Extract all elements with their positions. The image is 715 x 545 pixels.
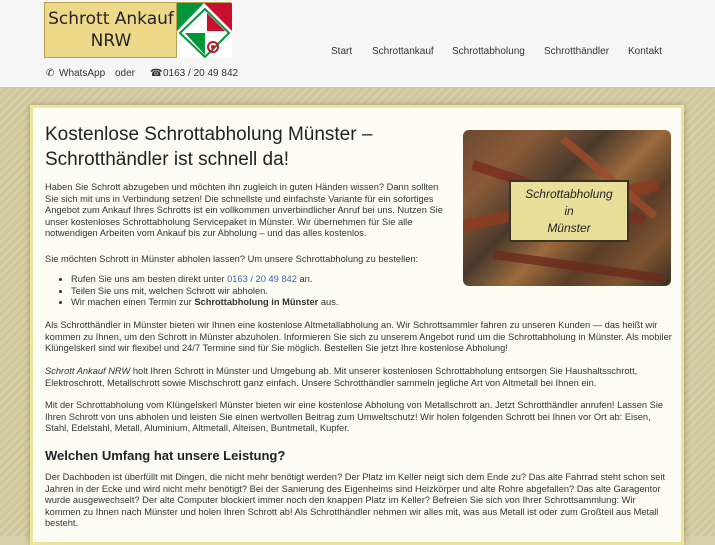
hero-image — [463, 130, 671, 286]
content-card — [30, 105, 684, 545]
nav-schrotthaendler[interactable]: Schrotthändler — [544, 46, 610, 57]
nav-start[interactable]: Start — [331, 46, 353, 57]
list-item: • Teilen Sie uns mit, welchen Schrott wir abholen. — [71, 286, 461, 298]
logo-line1: Schrott Ankauf — [48, 9, 174, 29]
logo-text — [45, 8, 177, 52]
phone-link[interactable]: 0163 / 20 49 842 — [163, 68, 239, 79]
phone-icon: ☎ — [150, 68, 163, 79]
nav-schrottabholung[interactable]: Schrottabholung — [452, 46, 525, 57]
phone-link-inline[interactable]: 0163 / 20 49 842 — [227, 274, 297, 284]
nrw-crest-icon — [176, 3, 232, 58]
hero-label-line2: in — [564, 204, 574, 218]
order-steps — [57, 274, 461, 309]
paragraph-haendler: Als Schrotthändler in Münster bieten wir Ihnen eine kostenlose Altmetallabholung an. Wir Schrottsammler fahren zu unseren Kunden — das heißt wir kommen zu Ihnen, um den Schrott in Münster abzuholen. Informieren Sie sich zu unserem Angebot rund um die Schrottabholung in Münster. Als mobiler Klüngelskerl sind wir flexibel und 24/7 Termine sind für Sie möglich. Bestellen Sie jetzt Ihre kostenlose Abholung! — [45, 320, 672, 354]
logo-line2: NRW — [90, 31, 132, 51]
page-title — [45, 122, 445, 172]
title-line1: Kostenlose Schrottabholung Münster – — [45, 124, 373, 145]
paragraph-umfang: Der Dachboden ist überfüllt mit Dingen, die nicht mehr benötigt werden? Der Platz im Keller neigt sich dem Ende zu? Das alte Fahrrad steht schon seit Jahren in der Ecke und wird nicht mehr benötigt? Bei der Sanierung des Eigenheims sind Heizkörper und alte Rohre abgefallen? Das alte Garagentor wurde ausgewechselt? Der alte Computer blockiert immer noch den knappen Platz im Keller? Befreien Sie sich von Ihrer Schrottsammlung: Wir kommen zu Ihnen nach Münster und holen Ihren Schrott ab! Als Schrotthändler nehmen wir alles mit, was aus Metall ist oder zum Großteil aus Metall besteht. — [45, 472, 666, 529]
header — [0, 0, 715, 88]
hero-label-line1: Schrottabholung — [525, 187, 613, 201]
contact-or: oder — [115, 68, 136, 79]
brand-name: Schrott Ankauf NRW — [45, 366, 131, 376]
nav-schrottankauf[interactable]: Schrottankauf — [372, 46, 434, 57]
section-heading: Welchen Umfang hat unsere Leistung? — [45, 448, 286, 463]
list-item: • Wir machen einen Termin zur Schrottabholung in Münster aus. — [71, 297, 461, 309]
hero-label-line3: Münster — [547, 221, 591, 235]
whatsapp-icon: ✆ — [46, 68, 55, 79]
nav-kontakt[interactable]: Kontakt — [628, 46, 662, 57]
order-intro: Sie möchten Schrott in Münster abholen lassen? Um unsere Schrottabholung zu bestellen: — [45, 254, 419, 264]
list-item: • Rufen Sie uns am besten direkt unter 0163 / 20 49 842 an. — [71, 274, 461, 286]
site-logo[interactable] — [44, 2, 231, 58]
paragraph-metal-types: Mit der Schrottabholung vom Klüngelskerl Münster bieten wir eine kostenlose Abholung von Metallschrott an. Jetzt Schrotthändler anrufen! Lassen Sie Ihren Schrott von uns abholen und leisten Sie einen wertvollen Beitrag zum Umweltschutz! Wir holen folgenden Schrott bei Ihnen vor Ort ab: Eisen, Stahl, Edelstahl, Metall, Aluminium, Altmetall, Alteisen, Buntmetall, Kupfer. — [45, 400, 664, 434]
hero-label — [509, 180, 629, 242]
intro-paragraph: Haben Sie Schrott abzugeben und möchten ihn zugleich in guten Händen wissen? Dann sollten Sie sich mit uns in Verbindung setzen! Die schnellste und einfachste Variante für ein sofortiges Angebot zum Ankauf Ihres Schrotts ist ein vollkommen unverbindlicher Anruf bei uns. Nutzen Sie unser kostenloses Schrottabholung Servicepaket in Münster. Wir übernehmen für Sie alle notwendigen Arbeiten vom Ankauf bis zur Abholung – und das alles kostenlos. — [45, 182, 443, 239]
paragraph-abholung: Schrott Ankauf NRW holt Ihren Schrott in Münster und Umgebung ab. Mit unserer kostenlosen Schrottabholung entsorgen Sie Haushaltsschrott, Elektroschrott, Metallschrott sowie Mischschrott ganz einfach. Unsere Schrotthändler sammeln jegliche Art von Altmetall bei Ihnen ein. — [45, 366, 638, 388]
title-line2: Schrotthändler ist schnell da! — [45, 149, 289, 170]
whatsapp-link[interactable]: WhatsApp — [59, 68, 106, 79]
